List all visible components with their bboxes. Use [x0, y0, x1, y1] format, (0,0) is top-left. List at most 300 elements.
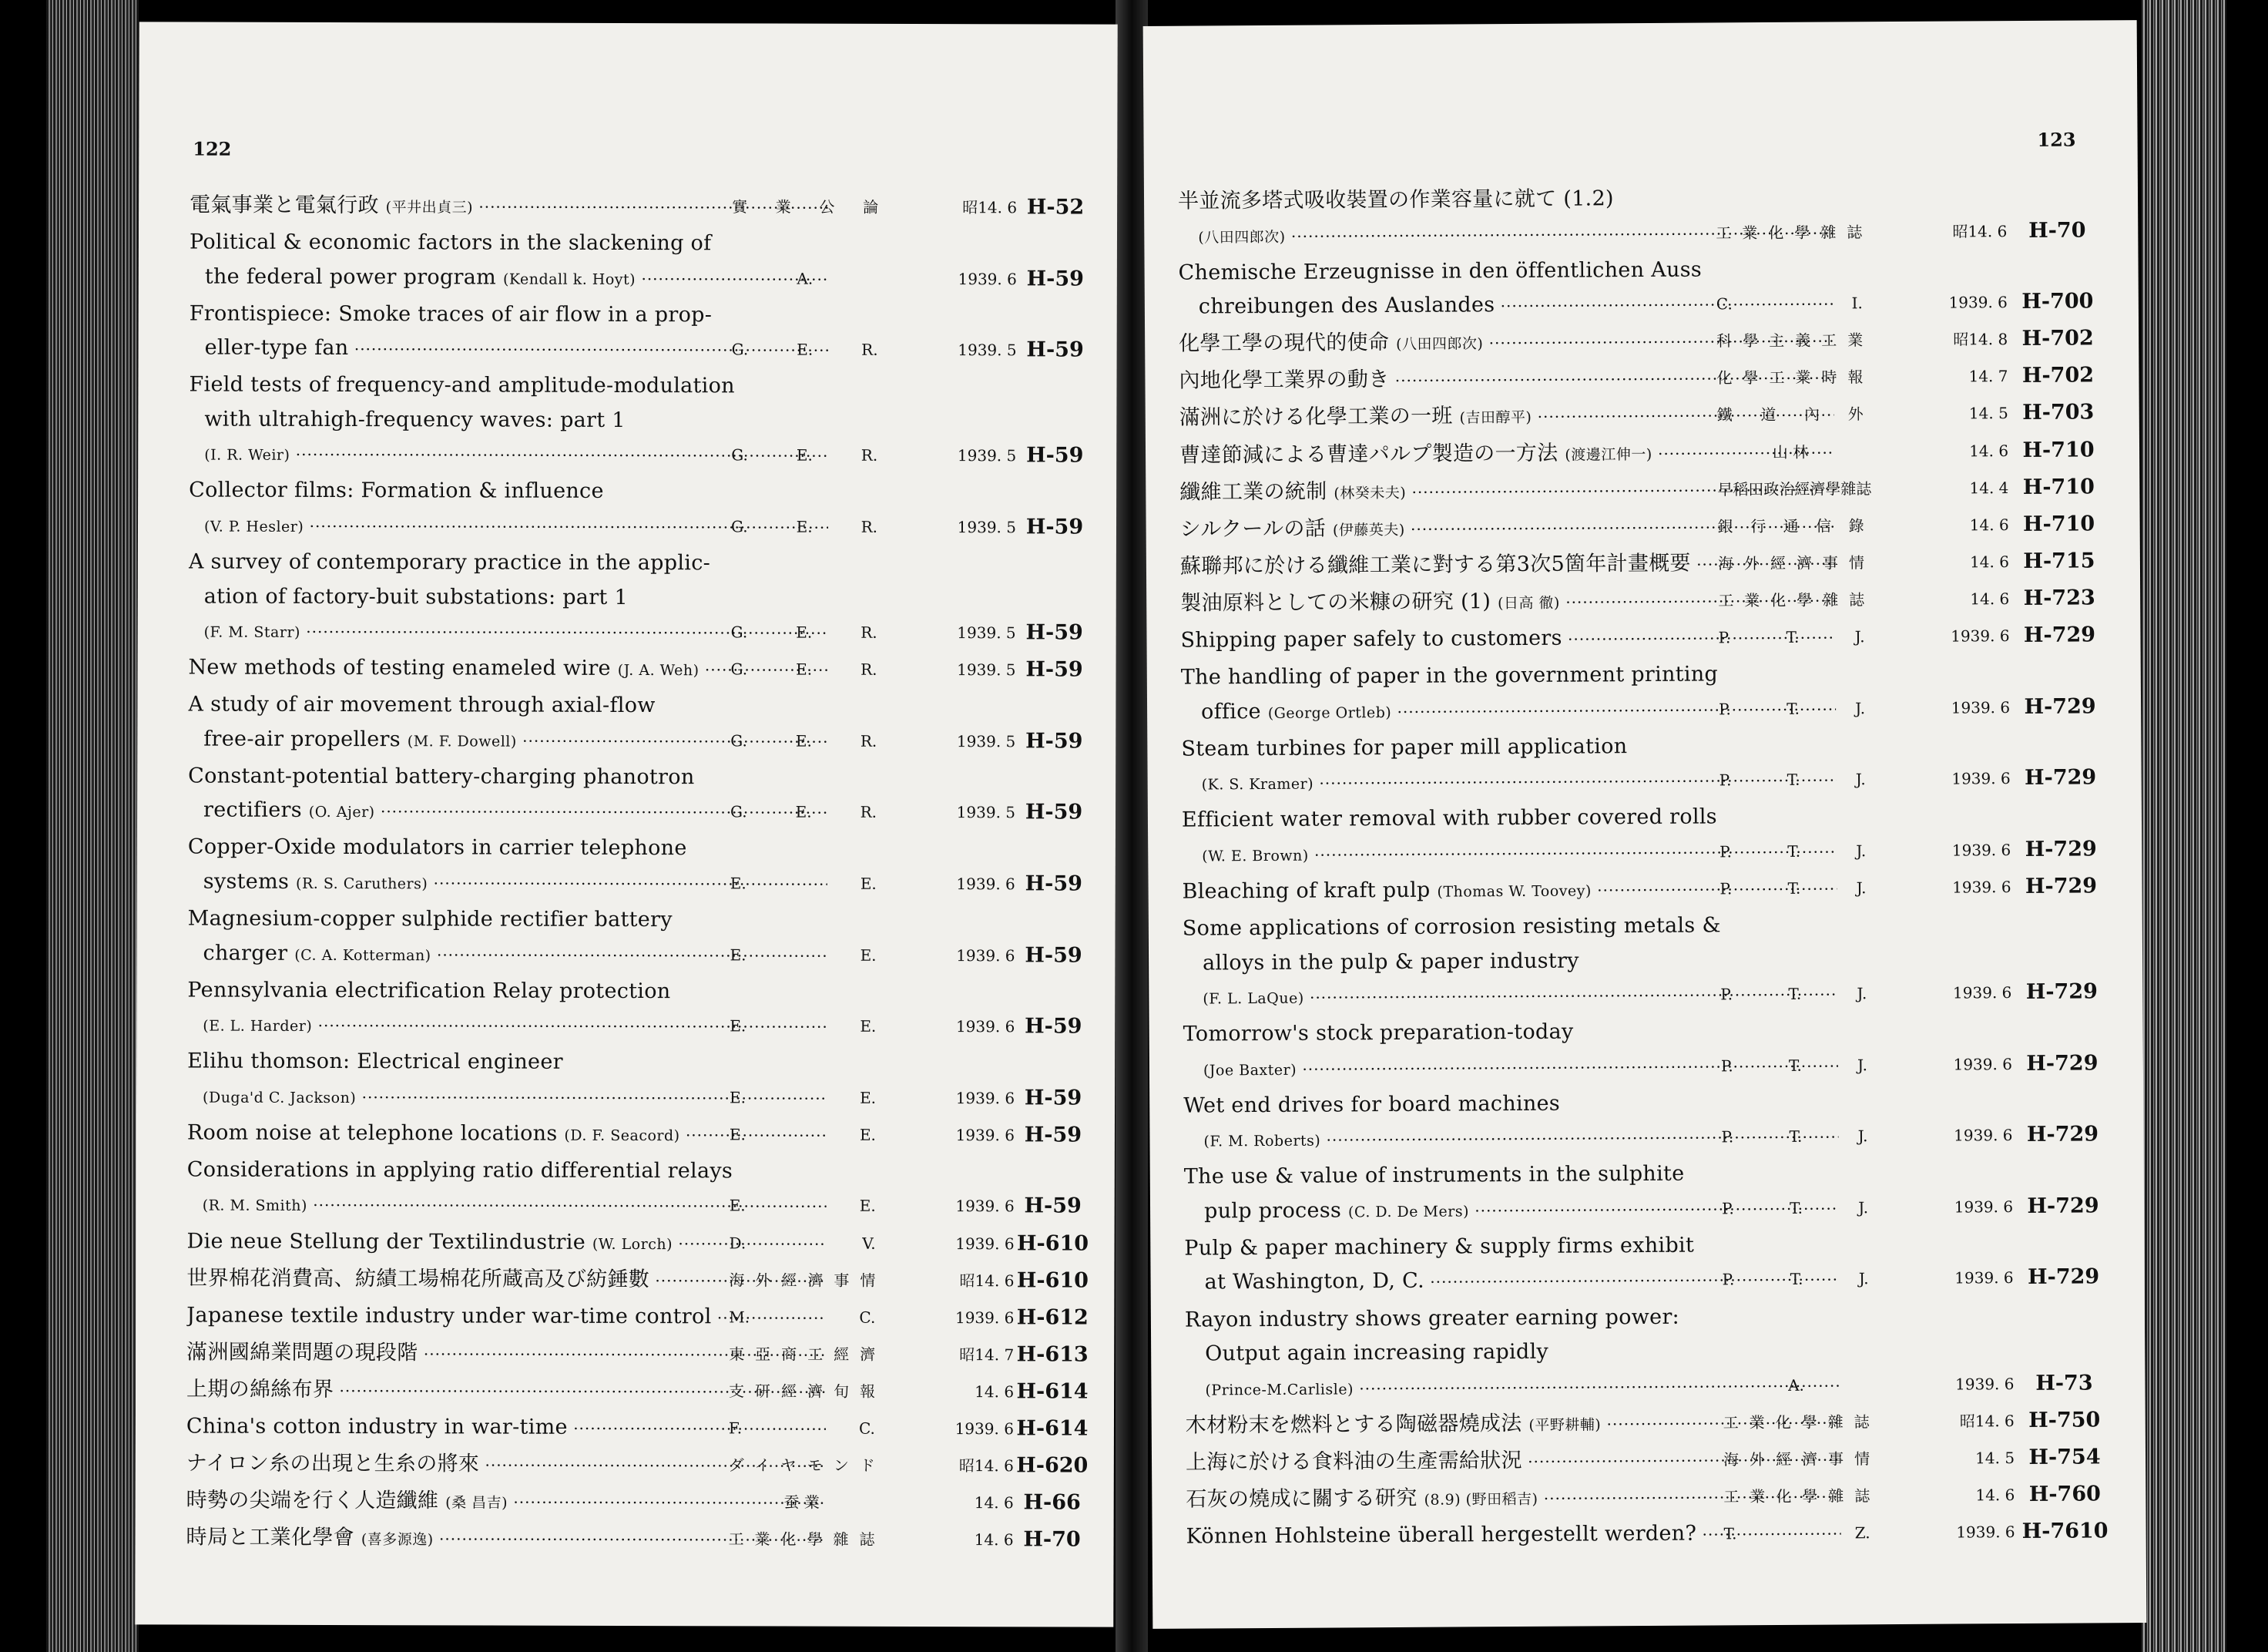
- entry-title: Elihu thomson: Electrical engineer: [187, 1049, 563, 1074]
- entry-date: 昭14. 6: [958, 1456, 1014, 1476]
- entry-author: (George Ortleb): [1267, 703, 1392, 722]
- entry-title-line: [188, 691, 827, 720]
- entry-title: 時局と工業化學會: [186, 1525, 355, 1550]
- entry-date: 1939. 5: [957, 518, 1017, 537]
- entry-classification-code: H-59: [1025, 800, 1083, 824]
- page-number: 123: [2037, 128, 2076, 151]
- left-page-edges: [46, 0, 139, 1652]
- entry-title-line: [1184, 1160, 1839, 1191]
- entry-title-line: [1185, 1302, 1840, 1334]
- entry-title: Output again increasing rapidly: [1205, 1339, 1549, 1366]
- entry-classification-code: H-729: [2027, 1264, 2100, 1290]
- entry-classification-code: H-754: [2028, 1445, 2101, 1469]
- entry-classification-code: H-760: [2028, 1482, 2101, 1506]
- entry-title: 半並流多塔式吸收裝置の作業容量に就て (1.2): [1177, 186, 1614, 213]
- entry-author: (日高 徹): [1498, 594, 1561, 613]
- entry-source: E. E.: [730, 1016, 877, 1036]
- entry-date: 1939. 6: [958, 269, 1017, 288]
- entry-source: 實 業 公 論: [732, 197, 879, 217]
- index-entry: [1149, 1015, 2144, 1090]
- page-number: 122: [193, 137, 232, 160]
- entry-title: 上期の綿絲布界: [186, 1377, 334, 1402]
- entry-source: D. V.: [729, 1233, 876, 1253]
- entry-title: 木材粉末を燃料とする陶磁器燒成法: [1185, 1411, 1522, 1438]
- entry-classification-code: H-729: [2024, 694, 2096, 719]
- entry-author: (C. D. De Mers): [1347, 1203, 1470, 1221]
- entry-title: 石灰の燒成に關する研究: [1186, 1486, 1418, 1512]
- entry-title-line: [1184, 1231, 1839, 1262]
- entry-title: 電氣事業と電氣行政: [190, 193, 379, 218]
- entry-classification-code: H-59: [1024, 1194, 1082, 1218]
- entry-title: 滿洲に於ける化學工業の一班: [1179, 404, 1453, 431]
- entry-classification-code: H-702: [2021, 326, 2094, 351]
- entry-date: 1939. 6: [955, 1088, 1015, 1108]
- entry-classification-code: H-59: [1025, 942, 1082, 968]
- entry-classification-code: H-702: [2021, 363, 2095, 388]
- entry-classification-code: H-710: [2022, 512, 2095, 536]
- entry-source: 銀行通信錄: [1717, 515, 1864, 536]
- entry-author: (八田四郎次): [1396, 335, 1484, 354]
- entry-source: 科學主義工業: [1716, 331, 1864, 351]
- entry-title: 製油原料としての米糠の研究 (1): [1180, 589, 1491, 616]
- entry-author: (渡邊江伸一): [1565, 445, 1652, 464]
- entry-author: (8.9) (野田稻吉): [1424, 1490, 1538, 1509]
- entry-title: Tomorrow's stock preparation-today: [1183, 1019, 1574, 1046]
- entry-classification-code: H-59: [1025, 515, 1084, 539]
- entry-title: New methods of testing enameled wire: [188, 655, 611, 681]
- entry-classification-code: H-750: [2028, 1407, 2101, 1432]
- entry-title: China's cotton industry in war-time: [186, 1414, 568, 1439]
- entry-date: 1939. 5: [957, 660, 1016, 680]
- entry-date: 昭14. 8: [1953, 330, 2008, 349]
- entry-source: C. I.: [1716, 294, 1863, 314]
- entry-date: 1939. 6: [956, 945, 1015, 965]
- index-entry: [136, 1227, 1115, 1264]
- index-entry: [1144, 182, 2139, 257]
- entry-author: (Duga'd C. Jackson): [203, 1089, 357, 1106]
- entry-title: A study of air movement through axial-flow: [188, 692, 656, 718]
- entry-classification-code: H-614: [1016, 1416, 1089, 1441]
- entry-date: 14. 6: [1969, 515, 2009, 535]
- entry-classification-code: H-710: [2022, 437, 2095, 462]
- entry-classification-code: H-59: [1026, 266, 1085, 291]
- entry-source: ダイヤモンド: [728, 1456, 875, 1475]
- index-entry: [136, 1412, 1114, 1449]
- entry-date: 14. 6: [1970, 589, 2010, 609]
- index-entry: [138, 477, 1116, 548]
- entry-date: 1939. 6: [1956, 1522, 2015, 1542]
- entry-title: the federal power program: [204, 264, 497, 290]
- entry-date: 14. 4: [1969, 478, 2009, 498]
- entry-classification-code: H-59: [1025, 657, 1083, 682]
- entry-author: (F. M. Starr): [203, 623, 300, 641]
- entry-date: 1939. 6: [1951, 840, 2011, 860]
- entry-source: 支研經濟旬報: [729, 1382, 876, 1401]
- entry-title-line: [1203, 945, 1837, 977]
- index-entry: [1152, 1480, 2146, 1520]
- entry-title: Efficient water removal with rubber covered rolls: [1181, 804, 1718, 832]
- entry-title: Steam turbines for paper mill application: [1181, 734, 1628, 761]
- index-entry: [136, 1301, 1114, 1338]
- entry-source: G. E. R.: [730, 731, 877, 750]
- entry-source: P. T. J.: [1721, 1127, 1868, 1147]
- entry-source: 工業化學雜誌: [728, 1529, 875, 1550]
- index-entry: [138, 371, 1116, 477]
- entry-classification-code: H-66: [1023, 1490, 1081, 1515]
- index-entry: [1148, 801, 2142, 875]
- entry-classification-code: H-52: [1026, 195, 1085, 220]
- entry-author: (喜多源逸): [361, 1531, 434, 1549]
- entry-author: (Prince-M.Carlisle): [1205, 1380, 1354, 1398]
- entry-author: (林癸未夫): [1334, 484, 1407, 502]
- index-entry: [136, 1048, 1115, 1119]
- entry-date: 1939. 5: [957, 446, 1017, 465]
- entry-author: (J. A. Weh): [617, 662, 700, 680]
- entry-date: 1939. 6: [1951, 697, 2011, 717]
- entry-date: 14. 5: [1968, 404, 2008, 423]
- entry-source: P. T. J.: [1722, 1269, 1869, 1289]
- entry-author: (平井出貞三): [385, 199, 474, 217]
- entry-title: Shipping paper safely to customers: [1180, 626, 1562, 653]
- entry-date: 1939. 6: [1955, 1374, 2015, 1394]
- index-entry: [136, 976, 1115, 1047]
- entry-date: 1939. 6: [1954, 1268, 2014, 1288]
- entry-title: Chemische Erzeugnisse in den öffentlichen Auss: [1178, 257, 1703, 285]
- entry-date: 1939. 6: [1948, 293, 2008, 312]
- index-entry: [1145, 254, 2139, 328]
- entry-author: (E. L. Harder): [203, 1017, 313, 1036]
- index-entry: [1146, 510, 2140, 550]
- entry-title: Field tests of frequency-and amplitude-modulation: [189, 372, 735, 398]
- entry-title: シルクールの話: [1179, 516, 1327, 542]
- entry-source: E. E.: [730, 874, 877, 893]
- index-entry: [1145, 361, 2139, 401]
- entry-source: 早稻田政治經濟學雜誌: [1717, 478, 1872, 499]
- entry-source: G. E. R.: [730, 517, 878, 536]
- entry-date: 1939. 5: [956, 803, 1016, 822]
- entry-title: 纖維工業の統制: [1179, 479, 1327, 505]
- entry-title: office: [1201, 699, 1261, 724]
- entry-title: Wet end drives for board machines: [1183, 1091, 1561, 1118]
- entry-source: 工業化學雜誌: [1723, 1486, 1870, 1506]
- entry-source: 工業化學雜誌: [1723, 1412, 1870, 1432]
- index-entry: [136, 1375, 1114, 1412]
- entry-title: Constant-potential battery-charging phanotron: [188, 764, 695, 790]
- entry-date: 14. 6: [974, 1530, 1014, 1550]
- entry-title-line: [204, 405, 828, 435]
- entry-classification-code: H-612: [1016, 1305, 1089, 1330]
- entry-author: (F. L. LaQue): [1203, 989, 1304, 1008]
- entry-author: (C. A. Kotterman): [294, 946, 431, 964]
- entry-title-line: [1181, 660, 1836, 692]
- entry-author: (伊藤英夫): [1332, 521, 1405, 539]
- entry-source: 海外經濟事情: [1717, 553, 1865, 573]
- entry-date: 1939. 6: [955, 1419, 1014, 1439]
- entry-title: Rayon industry shows greater earning power:: [1184, 1304, 1680, 1332]
- entry-date: 1939. 6: [955, 1308, 1015, 1328]
- entry-source: P. T. J.: [1719, 698, 1866, 719]
- index-entry: [137, 653, 1116, 690]
- entry-date: 1939. 6: [955, 1197, 1015, 1216]
- entry-classification-code: H-723: [2023, 586, 2095, 610]
- index-entry: [1152, 1517, 2146, 1557]
- entry-classification-code: H-729: [2024, 765, 2097, 791]
- entry-title: Copper-Oxide modulators in carrier telephone: [187, 834, 687, 861]
- entry-title: Magnesium-copper sulphide rectifier battery: [187, 906, 673, 932]
- entry-title-line: [1205, 1336, 1840, 1368]
- index-entry: [1147, 658, 2142, 733]
- entry-title: Pulp & paper machinery & supply firms exhibit: [1184, 1233, 1695, 1261]
- entry-date: 1939. 5: [958, 341, 1017, 360]
- entry-title: Die neue Stellung der Textilindustrie: [186, 1229, 586, 1254]
- entry-title-line: [187, 1048, 827, 1077]
- entry-title: The use & value of instruments in the sulphite: [1183, 1161, 1685, 1189]
- index-entry: [1152, 1406, 2146, 1446]
- entry-title-line: [189, 371, 828, 401]
- index-entry: [1146, 547, 2140, 587]
- index-entry: [1148, 872, 2142, 912]
- entry-title: ation of factory-buit substations: part 1: [203, 584, 629, 609]
- entry-author: (R. M. Smith): [202, 1197, 307, 1215]
- entry-title-line: [1182, 803, 1837, 834]
- entry-title-line: [190, 229, 829, 258]
- entry-title-line: [1181, 731, 1836, 763]
- entry-title: 上海に於ける食料油の生產需給狀況: [1185, 1448, 1522, 1475]
- index-entry: [136, 1264, 1114, 1301]
- index-entry: [1149, 1086, 2144, 1161]
- entry-classification-code: H-729: [2027, 1194, 2099, 1218]
- entry-source: P. T. J.: [1719, 878, 1867, 898]
- entry-source: T. Z.: [1723, 1523, 1870, 1543]
- entry-date: 14. 6: [975, 1382, 1015, 1402]
- entry-classification-code: H-7610: [2021, 1519, 2109, 1543]
- entry-date: 昭14. 6: [1959, 1411, 2015, 1431]
- entry-title: The handling of paper in the government printing: [1180, 662, 1719, 690]
- entry-source: 工業化學雜誌: [1716, 222, 1863, 242]
- entry-title: Some applications of corrosion resisting metals &: [1182, 913, 1721, 941]
- entry-title: 世界棉花消費高、紡績工場棉花所蔵高及び紡錘數: [186, 1266, 650, 1291]
- entry-title-line: [188, 905, 827, 935]
- entry-classification-code: H-729: [2026, 1051, 2099, 1076]
- entry-title-line: [1178, 183, 1833, 215]
- entry-source: 化學工業時報: [1716, 368, 1864, 388]
- entry-classification-code: H-620: [1016, 1453, 1089, 1478]
- entry-title: alloys in the pulp & paper industry: [1202, 949, 1579, 975]
- entry-classification-code: H-59: [1025, 1014, 1082, 1039]
- entry-date: 14. 5: [1975, 1448, 2015, 1468]
- entry-classification-code: H-59: [1024, 1123, 1082, 1147]
- entry-author: (平野耕輔): [1528, 1415, 1602, 1434]
- entry-title: pulp process: [1203, 1198, 1342, 1224]
- entry-title: Considerations in applying ratio differential relays: [186, 1157, 733, 1184]
- entry-author: (八田四郎次): [1198, 228, 1286, 247]
- entry-author: (Joe Baxter): [1203, 1061, 1297, 1080]
- entry-author: (R. S. Caruthers): [296, 875, 428, 893]
- entry-classification-code: H-729: [2025, 979, 2098, 1004]
- entry-title: with ultrahigh-frequency waves: part 1: [204, 407, 626, 432]
- book-gutter: [1116, 0, 1148, 1652]
- entry-source: G. E. R.: [730, 623, 877, 642]
- index-entry: [137, 762, 1116, 833]
- entry-source: 海外經濟事情: [1723, 1449, 1870, 1469]
- entry-source: G. E. R.: [730, 660, 877, 679]
- entry-classification-code: H-59: [1025, 620, 1083, 645]
- entry-date: 昭14. 6: [962, 198, 1018, 217]
- entry-title: Pennsylvania electrification Relay protection: [187, 978, 671, 1003]
- entry-source: F. C.: [728, 1419, 875, 1438]
- index-entry: [136, 1338, 1114, 1375]
- index-entry: [1150, 1157, 2145, 1232]
- entry-source: E. E.: [729, 1125, 876, 1144]
- entry-classification-code: H-59: [1026, 337, 1084, 362]
- entry-classification-code: H-703: [2022, 400, 2095, 425]
- entry-title: Japanese textile industry under war-time control: [186, 1303, 712, 1328]
- entry-title-line: [189, 477, 828, 506]
- entry-source: P. T. J.: [1719, 841, 1867, 861]
- entry-classification-code: H-610: [1016, 1231, 1089, 1256]
- entry-author: (O. Ajer): [308, 804, 375, 821]
- entry-classification-code: H-70: [2028, 217, 2086, 243]
- entry-title-line: [1183, 1088, 1838, 1120]
- entry-date: 14. 7: [1968, 367, 2008, 386]
- entry-date: 14. 6: [1969, 441, 2009, 460]
- entry-date: 1939. 6: [1951, 626, 2010, 646]
- entry-classification-code: H-614: [1016, 1379, 1089, 1404]
- entry-author: (桑 昌吉): [445, 1494, 508, 1512]
- entry-source: E. E.: [729, 1196, 876, 1216]
- entry-author: (M. F. Dowell): [407, 732, 517, 750]
- entry-date: 1939. 6: [955, 1125, 1015, 1145]
- entry-title-line: [1179, 255, 1834, 287]
- entry-source: P. T. J.: [1719, 770, 1866, 790]
- index-entry: [136, 1119, 1115, 1156]
- entry-author: (Kendall k. Hoyt): [502, 270, 636, 288]
- entry-title-line: [1183, 911, 1837, 942]
- entry-author: (Thomas W. Toovey): [1437, 882, 1592, 901]
- entry-classification-code: H-613: [1016, 1342, 1089, 1367]
- entry-classification-code: H-59: [1025, 871, 1082, 896]
- entry-title: 蘇聯邦に於ける纖維工業に對する第3次5箇年計畫概要: [1179, 551, 1691, 579]
- entry-classification-code: H-59: [1025, 729, 1083, 754]
- entry-classification-code: H-70: [1023, 1527, 1081, 1552]
- right-page-edges: [2142, 0, 2226, 1652]
- entry-source: 山 林: [1772, 442, 1809, 462]
- entry-source: P. T. J.: [1721, 1198, 1869, 1218]
- entry-date: 14. 6: [1969, 552, 2009, 572]
- index-entry: [1146, 584, 2140, 624]
- index-entry: [136, 1156, 1115, 1227]
- index-entry: [139, 300, 1117, 371]
- entry-title: 化學工學の現代的使命: [1179, 331, 1390, 356]
- index-entry: [1152, 1443, 2146, 1483]
- entry-title-line: [187, 976, 827, 1006]
- entry-date: 昭14. 6: [959, 1271, 1015, 1290]
- entry-date: 1939. 6: [1952, 877, 2011, 897]
- entry-classification-code: H-729: [2025, 874, 2098, 898]
- index-entry: [139, 228, 1117, 299]
- entry-title: 曹達節減による曹達パルプ製造の一方法: [1179, 441, 1558, 468]
- entry-title: Frontispiece: Smoke traces of air flow in a prop-: [189, 301, 713, 327]
- entry-source: 工業化學雜誌: [1718, 590, 1865, 610]
- entry-title: Room noise at telephone locations: [186, 1120, 558, 1146]
- index-entry: [136, 905, 1115, 975]
- entry-classification-code: H-710: [2022, 475, 2095, 499]
- entry-date: 14. 6: [1975, 1485, 2015, 1505]
- entry-source: E. E.: [730, 1088, 877, 1107]
- entry-date: 1939. 6: [1951, 769, 2011, 788]
- entry-source: P. T. J.: [1718, 627, 1865, 647]
- entry-title: A survey of contemporary practice in the applic-: [188, 549, 711, 576]
- index-entry: [1151, 1301, 2146, 1409]
- entry-title-line: [188, 834, 827, 863]
- entry-source: 蚕 業: [783, 1493, 820, 1512]
- entry-title-line: [190, 300, 829, 329]
- entry-source: G. E. R.: [731, 445, 878, 465]
- entry-title-line: [187, 1156, 827, 1185]
- entry-classification-code: H-59: [1024, 1086, 1082, 1110]
- entry-date: 1939. 6: [1954, 1126, 2013, 1145]
- entry-classification-code: H-729: [2026, 1122, 2099, 1147]
- index-entry: [1150, 1229, 2145, 1304]
- entry-title: 滿洲國綿業問題の現段階: [186, 1340, 418, 1365]
- entry-title: charger: [203, 941, 288, 965]
- index-entry: [139, 191, 1117, 228]
- index-entry: [137, 691, 1116, 762]
- entry-title-line: [189, 549, 828, 578]
- entry-title-line: [188, 762, 827, 791]
- entry-author: (W. E. Brown): [1202, 847, 1309, 865]
- entry-date: 1939. 5: [957, 623, 1016, 643]
- entry-title: Bleaching of kraft pulp: [1182, 878, 1431, 904]
- index-entry: [1146, 436, 2139, 476]
- entry-author: (K. S. Kramer): [1201, 775, 1314, 794]
- entry-source: 東亞商工經濟: [729, 1345, 876, 1364]
- index-entry: [1146, 621, 2140, 661]
- entry-classification-code: H-59: [1026, 443, 1084, 468]
- entry-author: (D. F. Seacord): [564, 1127, 680, 1144]
- index-entry: [1146, 398, 2139, 438]
- left-page: [135, 22, 1117, 1627]
- entry-classification-code: H-73: [2035, 1370, 2093, 1395]
- entry-title: Political & economic factors in the slackening of: [189, 230, 712, 256]
- entry-source: P. T. J.: [1720, 1055, 1867, 1075]
- entry-date: 昭14. 7: [959, 1345, 1015, 1365]
- entry-title: eller-type fan: [204, 335, 349, 361]
- entry-source: E. E.: [730, 945, 877, 965]
- index-entry: [136, 1524, 1114, 1561]
- entry-date: 1939. 6: [956, 875, 1015, 894]
- entry-author: (W. Lorch): [592, 1235, 673, 1253]
- entry-source: 海外經濟事情: [729, 1270, 876, 1290]
- entry-date: 1939. 6: [955, 1234, 1015, 1253]
- index-entry: [1145, 324, 2139, 364]
- entry-classification-code: H-729: [2025, 837, 2097, 861]
- entry-title-line: [204, 583, 828, 612]
- entry-date: 1939. 6: [1952, 983, 2012, 1002]
- entry-date: 1939. 6: [955, 1017, 1015, 1036]
- entry-title: Können Hohlsteine überall hergestellt werden?: [1186, 1521, 1697, 1549]
- entry-source: A.: [797, 269, 814, 288]
- entry-author: (吉田醇平): [1459, 409, 1532, 427]
- entry-title: 時勢の尖端を行く人造纖維: [186, 1488, 439, 1513]
- entry-title-line: [1183, 1017, 1838, 1049]
- entry-author: (F. M. Roberts): [1203, 1132, 1321, 1150]
- entry-title: systems: [203, 869, 290, 894]
- index-entry: [136, 1449, 1114, 1486]
- index-entry: [1146, 473, 2139, 513]
- entry-source: 鐵 道 內 外: [1716, 405, 1864, 425]
- entry-date: 1939. 5: [956, 731, 1016, 751]
